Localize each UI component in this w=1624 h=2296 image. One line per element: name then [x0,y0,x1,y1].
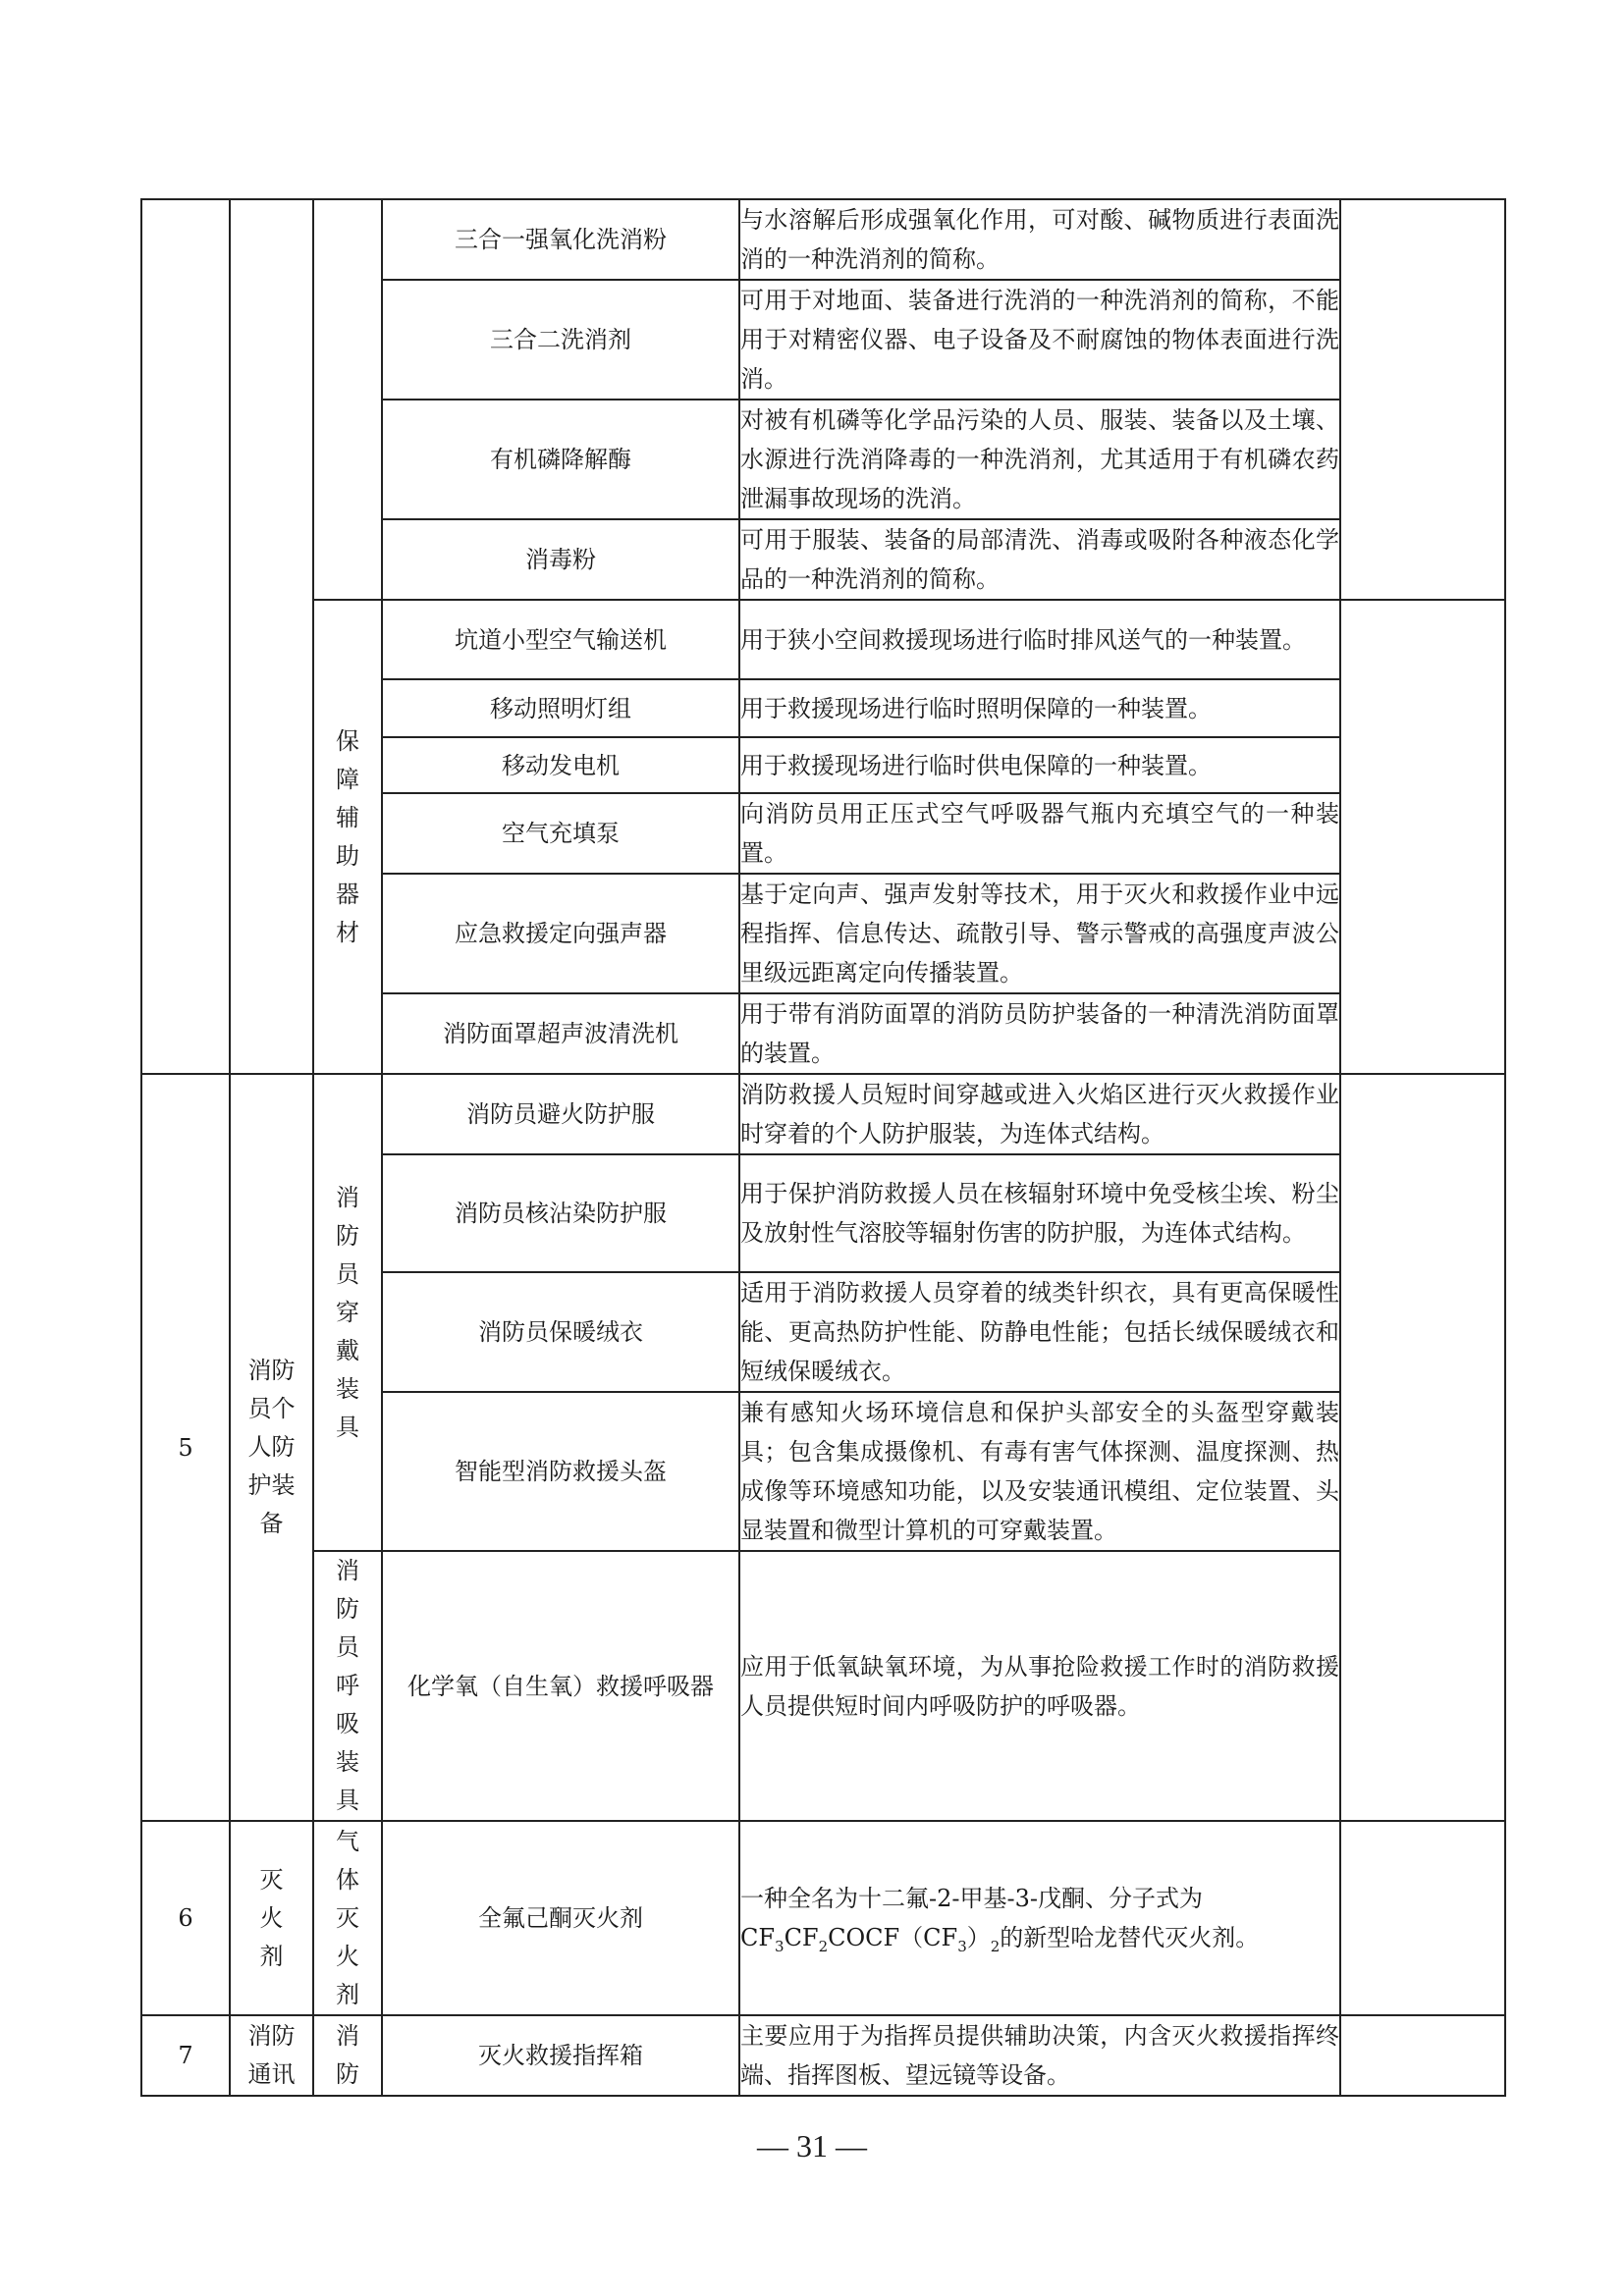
equipment-description: 与水溶解后形成强氧化作用，可对酸、碱物质进行表面洗消的一种洗消剂的简称。 [739,199,1340,280]
table-row [141,199,1505,280]
equipment-name: 三合二洗消剂 [382,280,739,400]
description-text: 的新型哈龙替代灭火剂。 [1000,1924,1260,1951]
equipment-name: 应急救援定向强声器 [382,874,739,993]
subcategory-cell [313,1821,382,2015]
equipment-description: 消防救援人员短时间穿越或进入火焰区进行灭火救援作业时穿着的个人防护服装，为连体式结构。 [739,1074,1340,1154]
equipment-name: 移动照明灯组 [382,679,739,737]
equipment-description [739,1821,1340,2015]
equipment-description: 主要应用于为指挥员提供辅助决策，内含灭火救援指挥终端、指挥图板、望远镜等设备。 [739,2015,1340,2096]
equipment-name: 消防员核沾染防护服 [382,1154,739,1272]
remarks-cell [1340,2015,1505,2096]
remarks-cell [1340,1074,1505,1821]
equipment-name: 全氟己酮灭火剂 [382,1821,739,2015]
group-category-cell [230,1074,313,1821]
table-row [141,1551,1505,1821]
equipment-description: 可用于服装、装备的局部清洗、消毒或吸附各种液态化学品的一种洗消剂的简称。 [739,519,1340,600]
equipment-description: 基于定向声、强声发射等技术，用于灭火和救援作业中远程指挥、信息传达、疏散引导、警示警戒的高强度声波公里级远距离定向传播装置。 [739,874,1340,993]
remarks-cell [1340,1821,1505,2015]
subcategory-label: 保障辅助器材 [336,726,359,946]
group-number-cell [141,199,230,1074]
equipment-description: 用于保护消防救援人员在核辐射环境中免受核尘埃、粉尘及放射性气溶胶等辐射伤害的防护服，为连体式结构。 [739,1154,1340,1272]
subcategory-label: 消防员呼吸装具 [336,1557,359,1814]
subcategory-label: 消防员穿戴装具 [336,1183,359,1441]
equipment-name: 智能型消防救援头盔 [382,1392,739,1551]
group-category-cell [230,2015,313,2096]
equipment-description: 适用于消防救援人员穿着的绒类针织衣，具有更高保暖性能、更高热防护性能、防静电性能；包括长绒保暖绒衣和短绒保暖绒衣。 [739,1272,1340,1392]
equipment-description: 应用于低氧缺氧环境，为从事抢险救援工作时的消防救援人员提供短时间内呼吸防护的呼吸器。 [739,1551,1340,1821]
group-category: 灭火剂 [259,1865,284,1970]
subcategory-label: 消防 [336,2022,359,2088]
equipment-name: 消防面罩超声波清洗机 [382,993,739,1074]
group-category: 消防通讯 [247,2022,296,2088]
equipment-description: 兼有感知火场环境信息和保护头部安全的头盔型穿戴装具；包含集成摄像机、有毒有害气体探测、温度探测、热成像等环境感知功能，以及安装通讯模组、定位装置、头显装置和微型计算机的可穿戴装置。 [739,1392,1340,1551]
equipment-description: 用于救援现场进行临时照明保障的一种装置。 [739,679,1340,737]
equipment-description: 用于救援现场进行临时供电保障的一种装置。 [739,737,1340,793]
group-category-cell [230,1821,313,2015]
equipment-name: 有机磷降解酶 [382,400,739,519]
molecular-formula: $CF_3CF_2COCF(CF_3)_2$ [740,1924,1001,1955]
table-row [141,1074,1505,1154]
remarks-cell [1340,600,1505,1074]
equipment-name: 消防员避火防护服 [382,1074,739,1154]
equipment-description: 对被有机磷等化学品污染的人员、服装、装备以及土壤、水源进行洗消降毒的一种洗消剂，尤其适用于有机磷农药泄漏事故现场的洗消。 [739,400,1340,519]
equipment-name: 灭火救援指挥箱 [382,2015,739,2096]
description-text: 一种全名为十二氟-2-甲基-3-戊酮、分子式为 [740,1885,1203,1912]
page-number: — 31 — [757,2128,867,2163]
equipment-description: 向消防员用正压式空气呼吸器气瓶内充填空气的一种装置。 [739,793,1340,874]
equipment-name: 坑道小型空气输送机 [382,600,739,679]
equipment-name: 化学氧（自生氧）救援呼吸器 [382,1551,739,1821]
subcategory-cell [313,600,382,1074]
group-number: 7 [141,2015,230,2096]
subcategory-cell [313,1551,382,1821]
equipment-name: 空气充填泵 [382,793,739,874]
subcategory-label: 气体灭火剂 [336,1827,359,2008]
group-category-cell [230,199,313,1074]
equipment-table [140,198,1506,2097]
subcategory-cell [313,1074,382,1551]
equipment-description: 可用于对地面、装备进行洗消的一种洗消剂的简称，不能用于对精密仪器、电子设备及不耐腐蚀的物体表面进行洗消。 [739,280,1340,400]
table-row [141,600,1505,679]
remarks-cell [1340,199,1505,600]
subcategory-cell [313,2015,382,2096]
group-number: 5 [141,1074,230,1821]
subcategory-cell [313,199,382,600]
group-number: 6 [141,1821,230,2015]
group-category: 消防员个人防护装备 [247,1357,296,1537]
equipment-description: 用于带有消防面罩的消防员防护装备的一种清洗消防面罩的装置。 [739,993,1340,1074]
table-row [141,1821,1505,2015]
table-row [141,2015,1505,2096]
equipment-description: 用于狭小空间救援现场进行临时排风送气的一种装置。 [739,600,1340,679]
equipment-name: 消毒粉 [382,519,739,600]
equipment-name: 三合一强氧化洗消粉 [382,199,739,280]
equipment-name: 移动发电机 [382,737,739,793]
equipment-name: 消防员保暖绒衣 [382,1272,739,1392]
